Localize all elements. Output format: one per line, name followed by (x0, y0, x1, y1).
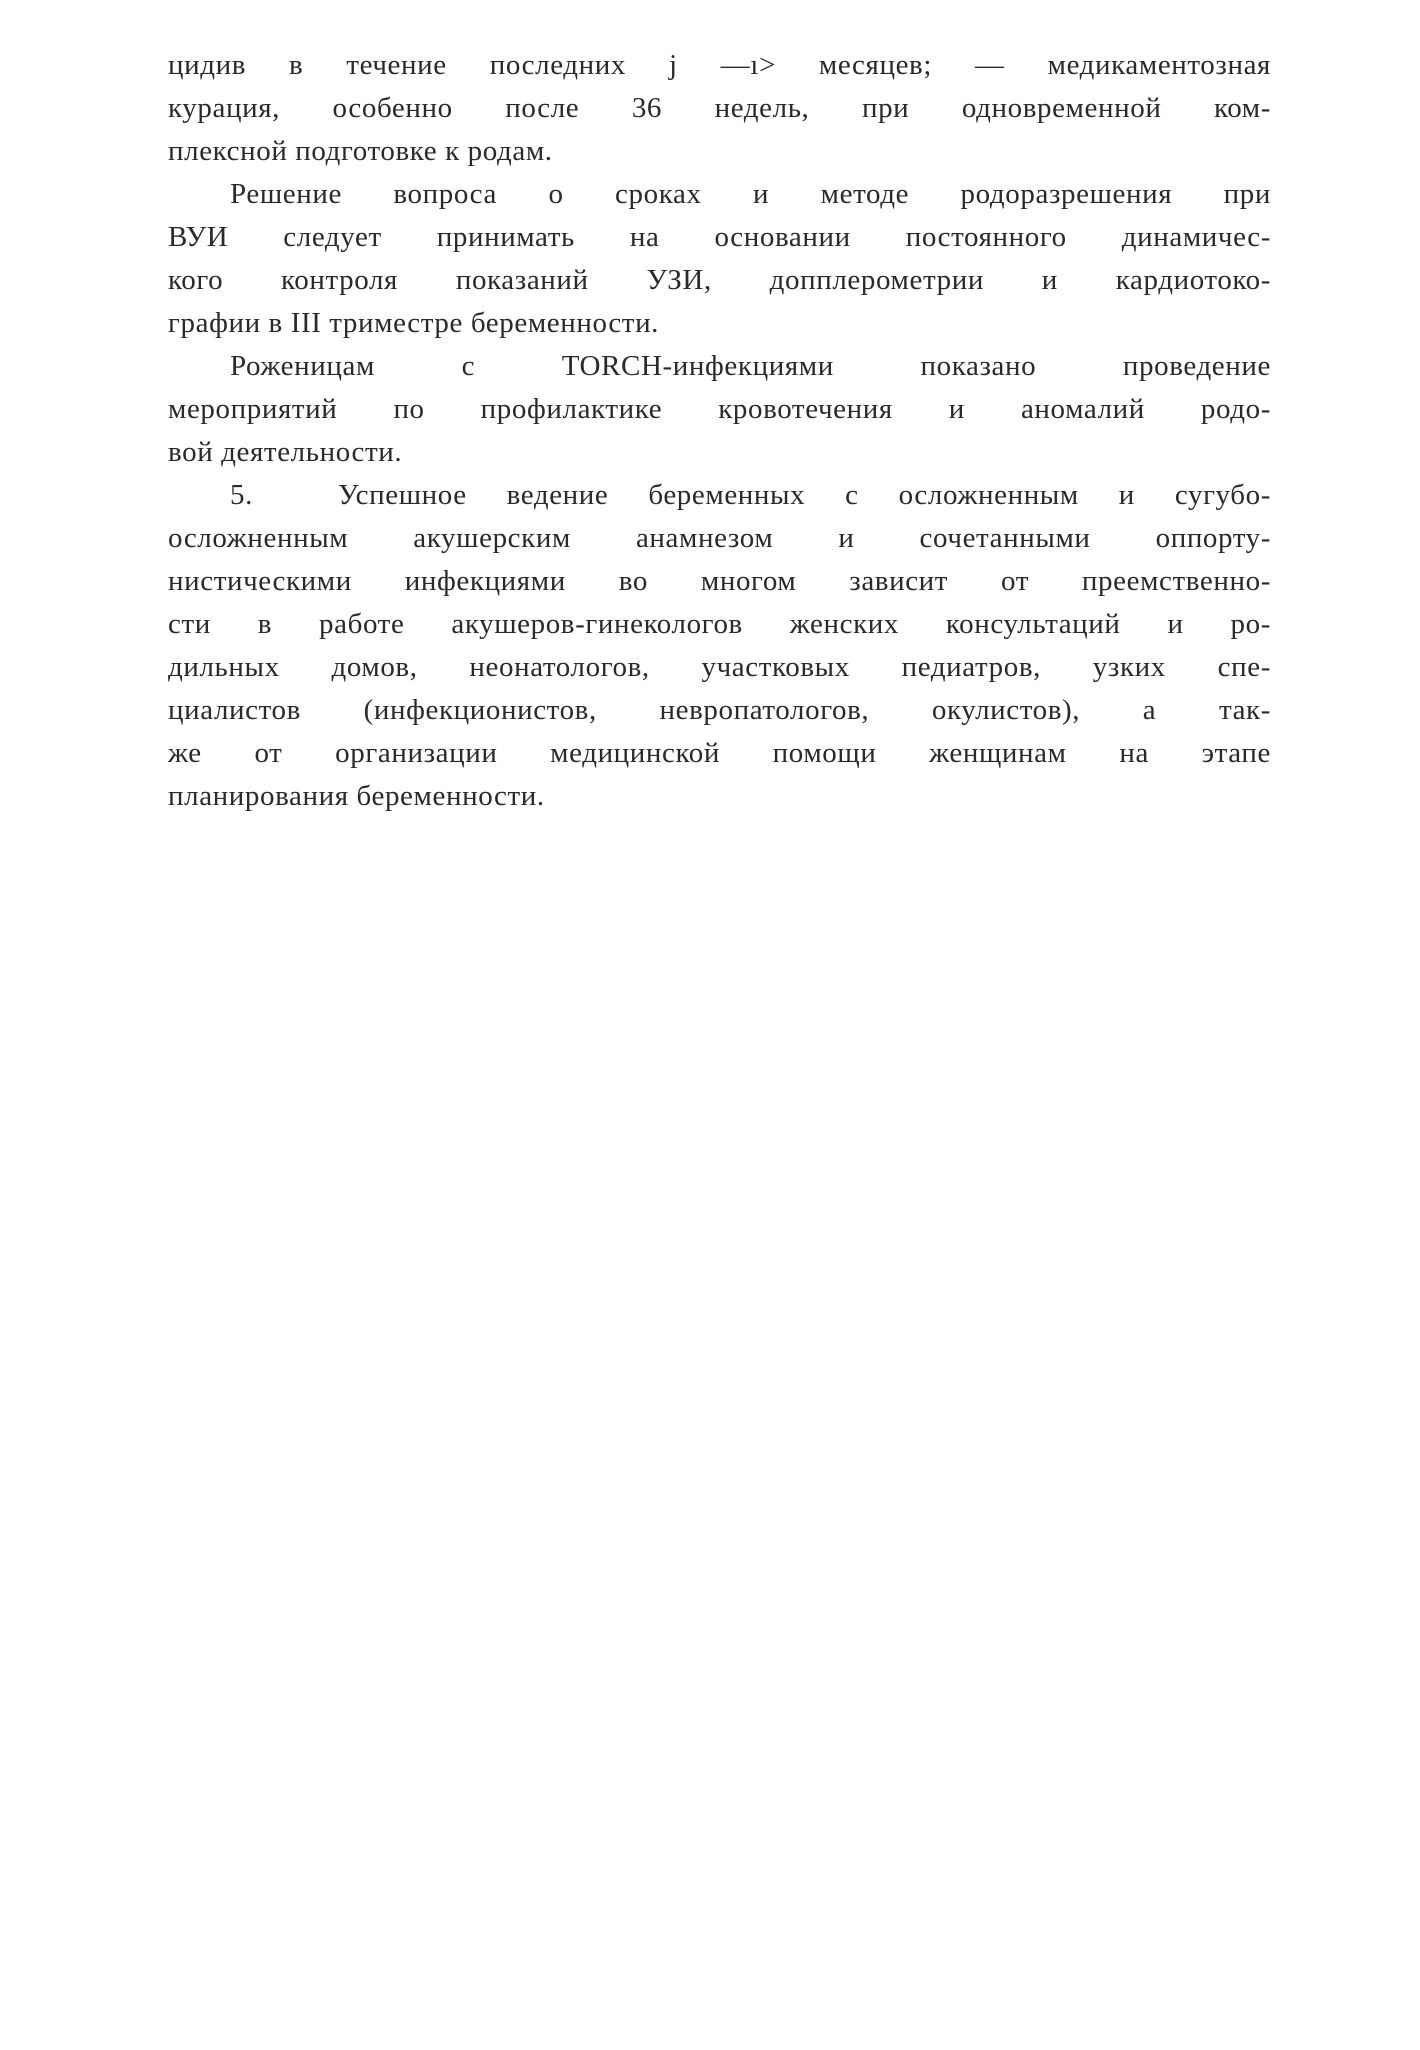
text-line: же от организации медицинской помощи женщинам на этапе (168, 737, 1271, 769)
paragraph-first-line: Решение вопроса о сроках и методе родоразрешения при (230, 178, 1271, 210)
text-line: дильных домов, неонатологов, участковых педиатров, узких спе- (168, 651, 1271, 683)
numbered-paragraph-first-line (168, 474, 1271, 517)
text-line: нистическими инфекциями во многом зависит от преемственно- (168, 565, 1271, 597)
text-line: графии в III триместре беременности. (168, 307, 660, 339)
text-line: цидив в течение последних j —ı> месяцев; — медикаментозная (168, 49, 1271, 81)
text-line: планирования беременности. (168, 780, 545, 812)
text-line: плексной подготовке к родам. (168, 135, 553, 167)
text-line: кого контроля показаний УЗИ, допплерометрии и кардиотоко- (168, 264, 1271, 296)
paragraph-first-line: Роженицам с TORCH-инфекциями показано проведение (230, 350, 1271, 382)
text-line: циалистов (инфекционистов, невропатологов, окулистов), а так- (168, 694, 1271, 726)
numbered-line-text: Успешное ведение беременных с осложненным и сугубо- (338, 479, 1271, 511)
body-text (168, 44, 1328, 818)
text-line: сти в работе акушеров-гинекологов женских консультаций и ро- (168, 608, 1271, 640)
text-line: курация, особенно после 36 недель, при одновременной ком- (168, 92, 1271, 124)
text-line: осложненным акушерским анамнезом и сочетанными оппорту- (168, 522, 1271, 554)
text-line: мероприятий по профилактике кровотечения и аномалий родо- (168, 393, 1271, 425)
text-line: ВУИ следует принимать на основании постоянного динамичес- (168, 221, 1271, 253)
text-line: вой деятельности. (168, 436, 403, 468)
item-number: 5. (230, 479, 253, 511)
